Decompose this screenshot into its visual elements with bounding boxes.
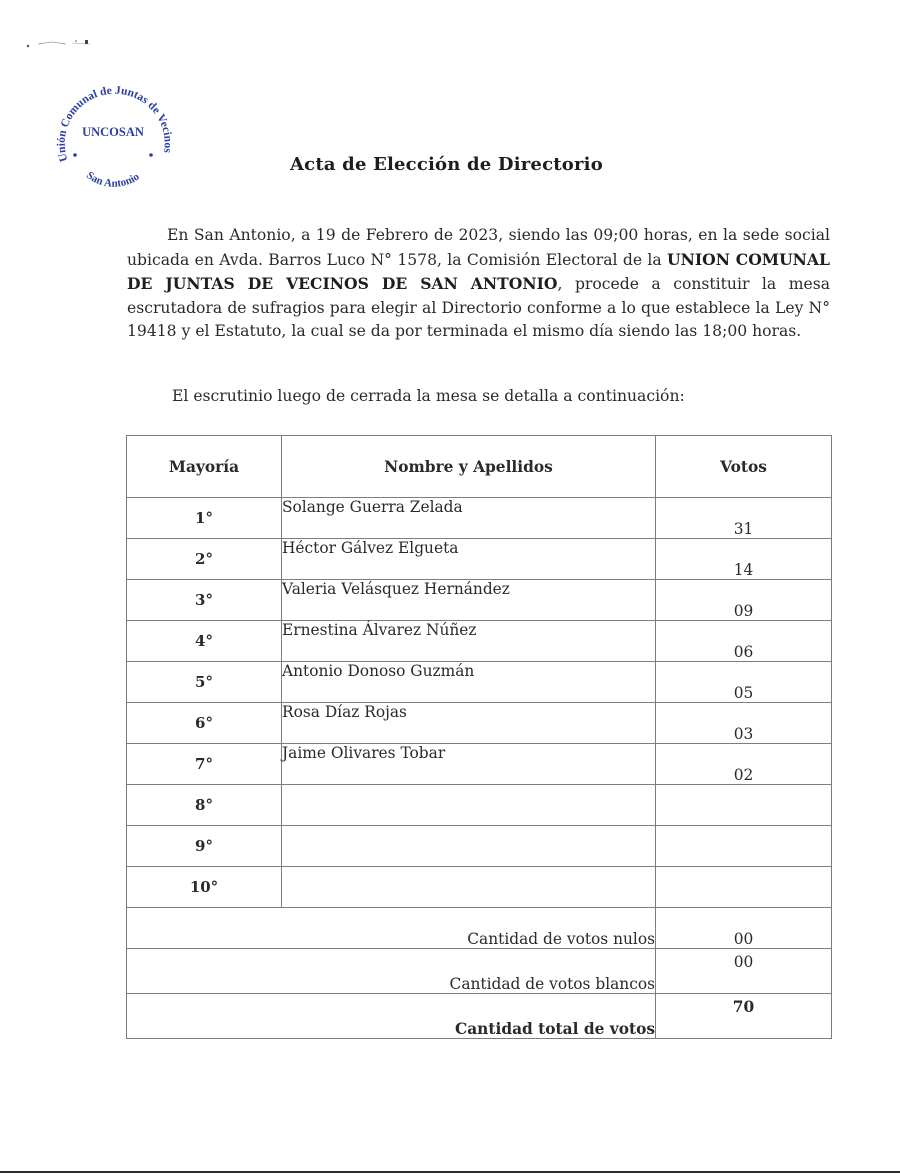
table-row (127, 539, 832, 580)
votes-cell: 06 (656, 621, 832, 662)
organization-seal (50, 82, 180, 194)
rank-cell: 10° (127, 867, 282, 908)
null-votes-row (127, 908, 832, 949)
rank-cell: 2° (127, 539, 282, 580)
votes-cell (656, 867, 832, 908)
rank-cell: 4° (127, 621, 282, 662)
seal-graphic (50, 82, 180, 194)
candidate-name-cell: Antonio Donoso Guzmán (282, 662, 656, 703)
votes-cell: 14 (656, 539, 832, 580)
scan-edge-line (0, 1171, 900, 1173)
candidate-name-cell: Ernestina Álvarez Núñez (282, 621, 656, 662)
candidate-name-cell (282, 826, 656, 867)
candidate-name-cell (282, 867, 656, 908)
candidate-name-cell: Solange Guerra Zelada (282, 498, 656, 539)
scan-marks (22, 28, 102, 50)
blank-votes-label: Cantidad de votos blancos (127, 949, 656, 994)
rank-cell: 5° (127, 662, 282, 703)
rank-cell: 1° (127, 498, 282, 539)
paragraph-text-2: , procede a constituir la mesa escrutadora de sufragios para elegir al Directorio conforme a lo que establece la Ley N° 19418 y el Estatuto, la cual se da por terminada el mismo día siendo las 18;00 horas. (127, 275, 831, 341)
candidate-name-cell (282, 785, 656, 826)
votes-cell: 31 (656, 498, 832, 539)
total-votes-row (127, 994, 832, 1039)
candidate-name-cell: Héctor Gálvez Elgueta (282, 539, 656, 580)
table-row (127, 867, 832, 908)
results-intro: El escrutinio luego de cerrada la mesa se detalla a continuación: (172, 387, 685, 405)
rank-cell: 7° (127, 744, 282, 785)
votes-cell: 09 (656, 580, 832, 621)
candidate-name-cell: Jaime Olivares Tobar (282, 744, 656, 785)
rank-cell: 3° (127, 580, 282, 621)
header-rank: Mayoría (127, 436, 282, 498)
total-votes-label: Cantidad total de votos (127, 994, 656, 1039)
seal-ring-bottom-text: San Antonio (84, 169, 142, 190)
blank-votes-row (127, 949, 832, 994)
document-title: Acta de Elección de Directorio (290, 154, 603, 175)
rank-cell: 6° (127, 703, 282, 744)
organization-name: UNION COMUNAL DE JUNTAS DE VECINOS DE SAN ANTONIO (127, 249, 830, 294)
seal-dot-left (73, 153, 77, 157)
table-row (127, 785, 832, 826)
votes-cell: 02 (656, 744, 832, 785)
rank-cell: 8° (127, 785, 282, 826)
total-votes-value: 70 (656, 994, 832, 1039)
votes-cell: 03 (656, 703, 832, 744)
seal-ring-top-text: Unión Comunal de Juntas de Vecinos (55, 84, 174, 163)
votes-cell: 05 (656, 662, 832, 703)
rank-cell: 9° (127, 826, 282, 867)
body-paragraph (127, 224, 830, 344)
votes-cell (656, 826, 832, 867)
candidate-name-cell: Valeria Velásquez Hernández (282, 580, 656, 621)
votes-cell (656, 785, 832, 826)
table-row (127, 498, 832, 539)
null-votes-label: Cantidad de votos nulos (127, 908, 656, 949)
seal-center-text: UNCOSAN (82, 125, 144, 139)
table-row (127, 744, 832, 785)
table-row (127, 580, 832, 621)
table-row (127, 621, 832, 662)
header-votes: Votos (656, 436, 832, 498)
table-header-row (127, 436, 832, 498)
results-table (126, 435, 832, 1039)
header-name: Nombre y Apellidos (282, 436, 656, 498)
paragraph-text-1: En San Antonio, a 19 de Febrero de 2023, siendo las 09;00 horas, en la sede social ubicada en Avda. Barros Luco N° 1578, la Comisión Electoral de la (127, 226, 830, 269)
candidate-name-cell: Rosa Díaz Rojas (282, 703, 656, 744)
table-row (127, 703, 832, 744)
seal-dot-right (149, 153, 153, 157)
table-row (127, 662, 832, 703)
table-row (127, 826, 832, 867)
null-votes-value: 00 (656, 908, 832, 949)
blank-votes-value: 00 (656, 949, 832, 994)
